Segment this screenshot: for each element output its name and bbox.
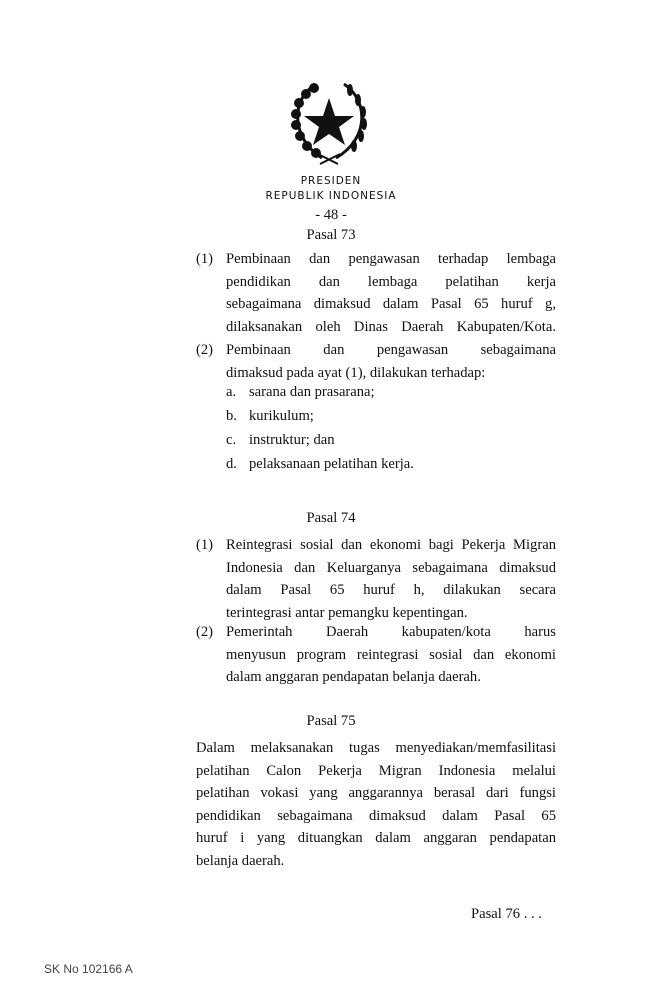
text-line: sebagaimana dimaksud dalam Pasal 65 huruf g, [226, 296, 556, 312]
text-line: dimaksud pada ayat (1), dilakukan terhadap: [226, 364, 486, 381]
text-line: dalam Pasal 65 huruf h, dilakukan secara [226, 582, 556, 598]
list-label: c. [226, 432, 237, 448]
pasal-75-title: Pasal 75 [306, 713, 356, 729]
text-line: pelatihan Calon Pekerja Migran Indonesia melalui [196, 762, 556, 779]
text-line: dilaksanakan oleh Dinas Daerah Kabupaten/Kota. [226, 318, 556, 335]
list-label: b. [226, 408, 237, 424]
page-number: - 48 - [315, 207, 347, 223]
text-line: belanja daerah. [196, 852, 285, 869]
pasal-74-title: Pasal 74 [306, 510, 356, 526]
text-line: Dalam melaksanakan tugas menyediakan/memfasilitasi [196, 740, 556, 756]
presidential-emblem-icon [284, 78, 374, 168]
continuation-note: Pasal 76 . . . [471, 906, 542, 922]
text-line: menyusun program reintegrasi sosial dan ekonomi [226, 646, 556, 663]
ayat-number: (2) [196, 342, 214, 358]
pasal-73-ayat-2 [226, 339, 556, 384]
list-item [226, 408, 314, 425]
pasal-74-ayat-2 [226, 621, 556, 689]
list-text: pelaksanaan pelatihan kerja. [249, 456, 414, 472]
text-line: dalam anggaran pendapatan belanja daerah. [226, 669, 481, 685]
text-line: Pembinaan dan pengawasan sebagaimana [226, 342, 556, 358]
list-item [226, 432, 335, 449]
ayat-number: (2) [196, 624, 214, 640]
pasal-74-ayat-1 [226, 534, 556, 624]
text-line: pendidikan sebagaimana dimaksud dalam Pasal 65 [196, 807, 556, 824]
text-line: huruf i yang dituangkan dalam anggaran pendapatan [196, 830, 556, 846]
list-text: kurikulum; [249, 408, 314, 424]
pasal-73-ayat-1 [226, 248, 556, 338]
text-line: pendidikan dan lembaga pelatihan kerja [226, 273, 556, 290]
list-text: sarana dan prasarana; [249, 384, 375, 400]
text-line: Pembinaan dan pengawasan terhadap lembaga [226, 251, 556, 267]
pasal-75-body [196, 737, 556, 872]
ayat-number: (1) [196, 251, 214, 267]
ayat-number: (1) [196, 537, 214, 553]
list-item [226, 384, 375, 401]
text-line: terintegrasi antar pemangku kepentingan. [226, 604, 468, 621]
footer-code: SK No 102166 A [44, 962, 133, 976]
text-line: Reintegrasi sosial dan ekonomi bagi Pekerja Migran [226, 537, 556, 553]
list-text: instruktur; dan [249, 432, 335, 448]
list-label: a. [226, 384, 237, 400]
list-label: d. [226, 456, 237, 472]
pasal-73-title: Pasal 73 [306, 227, 356, 243]
text-line: pelatihan vokasi yang anggarannya berasal dari fungsi [196, 785, 556, 801]
text-line: Pemerintah Daerah kabupaten/kota harus [226, 624, 556, 640]
header-republic: REPUBLIK INDONESIA [265, 190, 397, 202]
header-president: PRESIDEN [300, 175, 362, 187]
list-item [226, 456, 414, 473]
text-line: Indonesia dan Keluarganya sebagaimana dimaksud [226, 559, 556, 576]
